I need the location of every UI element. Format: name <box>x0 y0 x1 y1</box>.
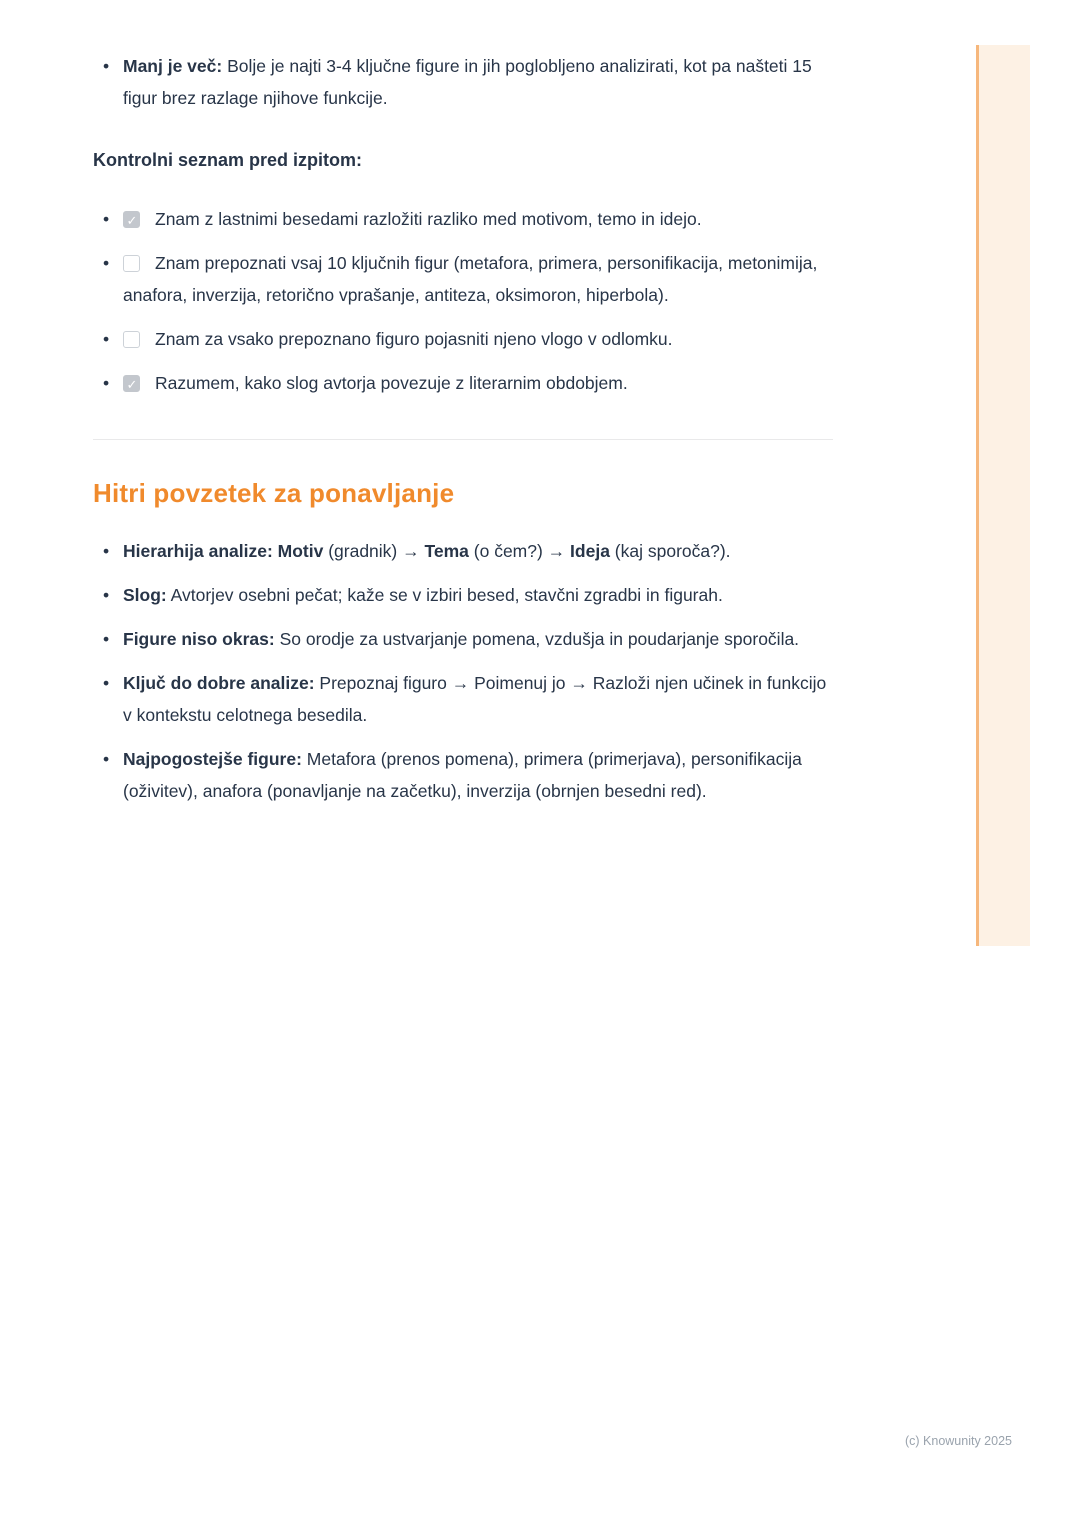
bullet-lead-text: Tema <box>424 541 469 561</box>
checkbox[interactable] <box>123 331 140 348</box>
checkbox[interactable] <box>123 255 140 272</box>
bullet-body-text: (o čem?) → <box>468 541 571 561</box>
page-edge-stripe <box>976 45 1030 946</box>
bullet-body-text: So orodje za ustvarjanje pomena, vzdušja in poudarjanje sporočila. <box>274 629 800 649</box>
checklist-item-text: Znam z lastnimi besedami razložiti razliko med motivom, temo in idejo. <box>155 209 702 229</box>
list-item <box>93 623 833 655</box>
checkbox[interactable] <box>123 211 140 228</box>
bullet-body-text: Avtorjev osebni pečat; kaže se v izbiri besed, stavčni zgradbi in figurah. <box>166 585 723 605</box>
summary-heading: Hitri povzetek za ponavljanje <box>93 478 455 508</box>
checklist-item <box>93 247 833 311</box>
checklist-item <box>93 203 833 235</box>
intro-list <box>93 50 833 114</box>
checklist-heading: Kontrolni seznam pred izpitom: <box>93 150 363 170</box>
bullet-lead-text: Slog: <box>123 585 167 605</box>
checkbox[interactable] <box>123 375 140 392</box>
checklist-item <box>93 323 833 355</box>
checklist-item-text: Znam prepoznati vsaj 10 ključnih figur (metafora, primera, personifikacija, metonimija, anafora, inverzija, retorično vprašanje, antiteza, oksimoron, hiperbola). <box>123 253 818 305</box>
checklist-item-text: Razumem, kako slog avtorja povezuje z literarnim obdobjem. <box>155 373 628 393</box>
page-content <box>93 50 833 819</box>
bullet-lead-text: Hierarhija analize: Motiv <box>123 541 324 561</box>
bullet-lead-text: Najpogostejše figure: <box>123 749 302 769</box>
list-item <box>93 579 833 611</box>
list-item <box>93 667 833 731</box>
bullet-lead-text: Manj je več: <box>123 56 223 76</box>
list-item <box>93 535 833 567</box>
footer-credit: (c) Knowunity 2025 <box>904 1434 1012 1448</box>
section-divider <box>93 439 833 440</box>
bullet-body-text: Metafora (prenos pomena), primera (primerjava), personifikacija (oživitev), anafora (ponavljanje na začetku), inverzija (obrnjen besedni red). <box>123 749 802 801</box>
checklist-item-text: Znam za vsako prepoznano figuro pojasniti njeno vlogo v odlomku. <box>155 329 673 349</box>
list-item <box>93 743 833 807</box>
summary-list <box>93 535 833 807</box>
bullet-body-text: Bolje je najti 3-4 ključne figure in jih poglobljeno analizirati, kot pa našteti 15 figur brez razlage njihove funkcije. <box>123 56 812 108</box>
bullet-body-text: (gradnik) → <box>323 541 425 561</box>
bullet-lead-text: Figure niso okras: <box>123 629 275 649</box>
checklist-item <box>93 367 833 399</box>
checklist <box>93 203 833 399</box>
list-item <box>93 50 833 114</box>
bullet-body-text: (kaj sporoča?). <box>609 541 731 561</box>
bullet-lead-text: Ideja <box>570 541 610 561</box>
bullet-body-text: Prepoznaj figuro → Poimenuj jo → Razloži njen učinek in funkcijo v kontekstu celotnega besedila. <box>123 673 827 725</box>
bullet-lead-text: Ključ do dobre analize: <box>123 673 315 693</box>
